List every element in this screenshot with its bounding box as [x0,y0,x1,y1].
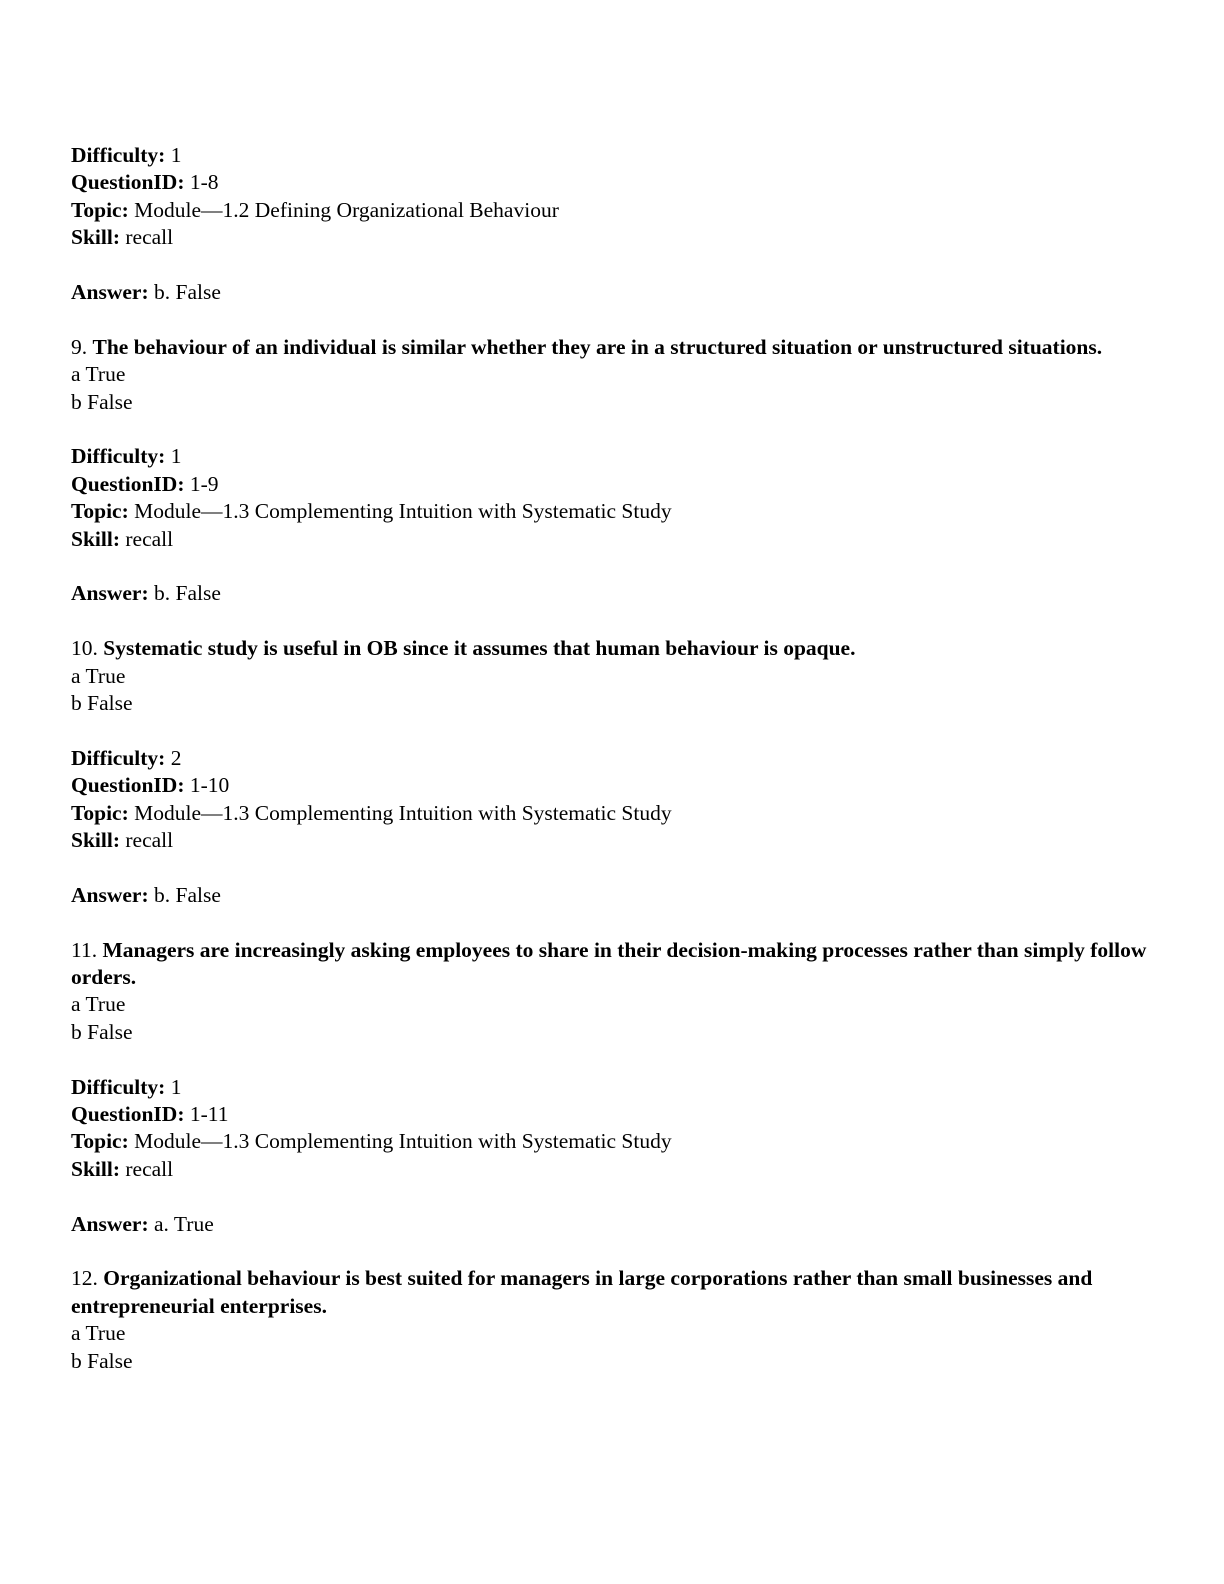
answer-line [71,279,1151,306]
skill-label: Skill: [71,526,120,551]
questionid-value: 1-9 [189,471,219,496]
topic-label: Topic: [71,1129,129,1154]
skill-line [71,1156,1151,1183]
questionid-label: QuestionID: [71,170,185,195]
question-number: 11. [71,937,98,962]
answer-label: Answer: [71,280,149,305]
answer-label: Answer: [71,882,149,907]
difficulty-value: 1 [170,444,182,469]
skill-label: Skill: [71,1156,120,1181]
questionid-label: QuestionID: [71,773,185,798]
question-number: 12. [71,1266,98,1291]
difficulty-line [71,142,1151,169]
difficulty-label: Difficulty: [71,143,166,167]
question-12 [71,1265,1151,1375]
difficulty-label: Difficulty: [71,1074,166,1099]
option-a: a True [71,992,126,1017]
topic-label: Topic: [71,499,129,524]
difficulty-label: Difficulty: [71,444,166,469]
question-text: Systematic study is useful in OB since it assumes that human behaviour is opaque. [103,636,856,661]
topic-label: Topic: [71,800,129,825]
option-a: a True [71,663,126,688]
question-text: The behaviour of an individual is similar whether they are in a structured situation or unstructured situations. [92,334,1103,359]
question-number: 10. [71,636,98,661]
difficulty-line [71,443,1151,470]
topic-line [71,1128,1151,1155]
answer-value: a. True [154,1211,214,1236]
answer-value: b. False [154,882,221,907]
answer-value: b. False [154,280,221,305]
answer-line [71,882,1151,909]
questionid-value: 1-10 [189,773,230,798]
skill-line [71,827,1151,854]
topic-value: Module—1.3 Complementing Intuition with Systematic Study [134,1129,672,1154]
option-b: b False [71,1019,133,1044]
topic-line [71,800,1151,827]
skill-label: Skill: [71,225,120,250]
questionid-label: QuestionID: [71,471,185,496]
answer-label: Answer: [71,1211,149,1236]
question-8-meta [71,142,1151,334]
question-stem [71,937,1151,992]
topic-line [71,197,1151,224]
difficulty-line [71,745,1151,772]
skill-value: recall [125,1156,174,1181]
question-11 [71,937,1151,1266]
skill-value: recall [125,526,174,551]
questionid-line [71,169,1151,196]
question-stem [71,635,1151,662]
questionid-line [71,471,1151,498]
answer-value: b. False [154,581,221,606]
topic-value: Module—1.3 Complementing Intuition with Systematic Study [134,800,672,825]
topic-label: Topic: [71,197,129,222]
skill-value: recall [125,828,174,853]
difficulty-label: Difficulty: [71,745,166,770]
answer-line [71,1211,1151,1238]
option-b: b False [71,389,133,414]
difficulty-value: 1 [170,143,182,167]
difficulty-line [71,1074,1151,1101]
answer-label: Answer: [71,581,149,606]
question-stem [71,334,1151,361]
skill-line [71,526,1151,553]
questionid-label: QuestionID: [71,1102,185,1127]
difficulty-value: 2 [170,745,182,770]
topic-value: Module—1.2 Defining Organizational Behaviour [134,197,559,222]
skill-label: Skill: [71,828,120,853]
skill-value: recall [125,225,174,250]
option-a: a True [71,1321,126,1346]
question-stem [71,1265,1151,1320]
topic-value: Module—1.3 Complementing Intuition with Systematic Study [134,499,672,524]
question-10 [71,635,1151,936]
option-b: b False [71,691,133,716]
questionid-value: 1-8 [189,170,219,195]
question-text: Organizational behaviour is best suited for managers in large corporations rather than small businesses and entrepreneurial enterprises. [71,1266,1093,1318]
topic-line [71,498,1151,525]
questionid-value: 1-11 [189,1102,229,1127]
question-number: 9. [71,334,88,359]
questionid-line [71,1101,1151,1128]
question-9 [71,334,1151,635]
option-b: b False [71,1348,133,1373]
answer-line [71,580,1151,607]
option-a: a True [71,362,126,387]
difficulty-value: 1 [170,1074,182,1099]
questionid-line [71,772,1151,799]
document-page [71,142,1151,1375]
skill-line [71,224,1151,251]
question-text: Managers are increasingly asking employees to share in their decision-making processes rather than simply follow orders. [71,937,1147,990]
